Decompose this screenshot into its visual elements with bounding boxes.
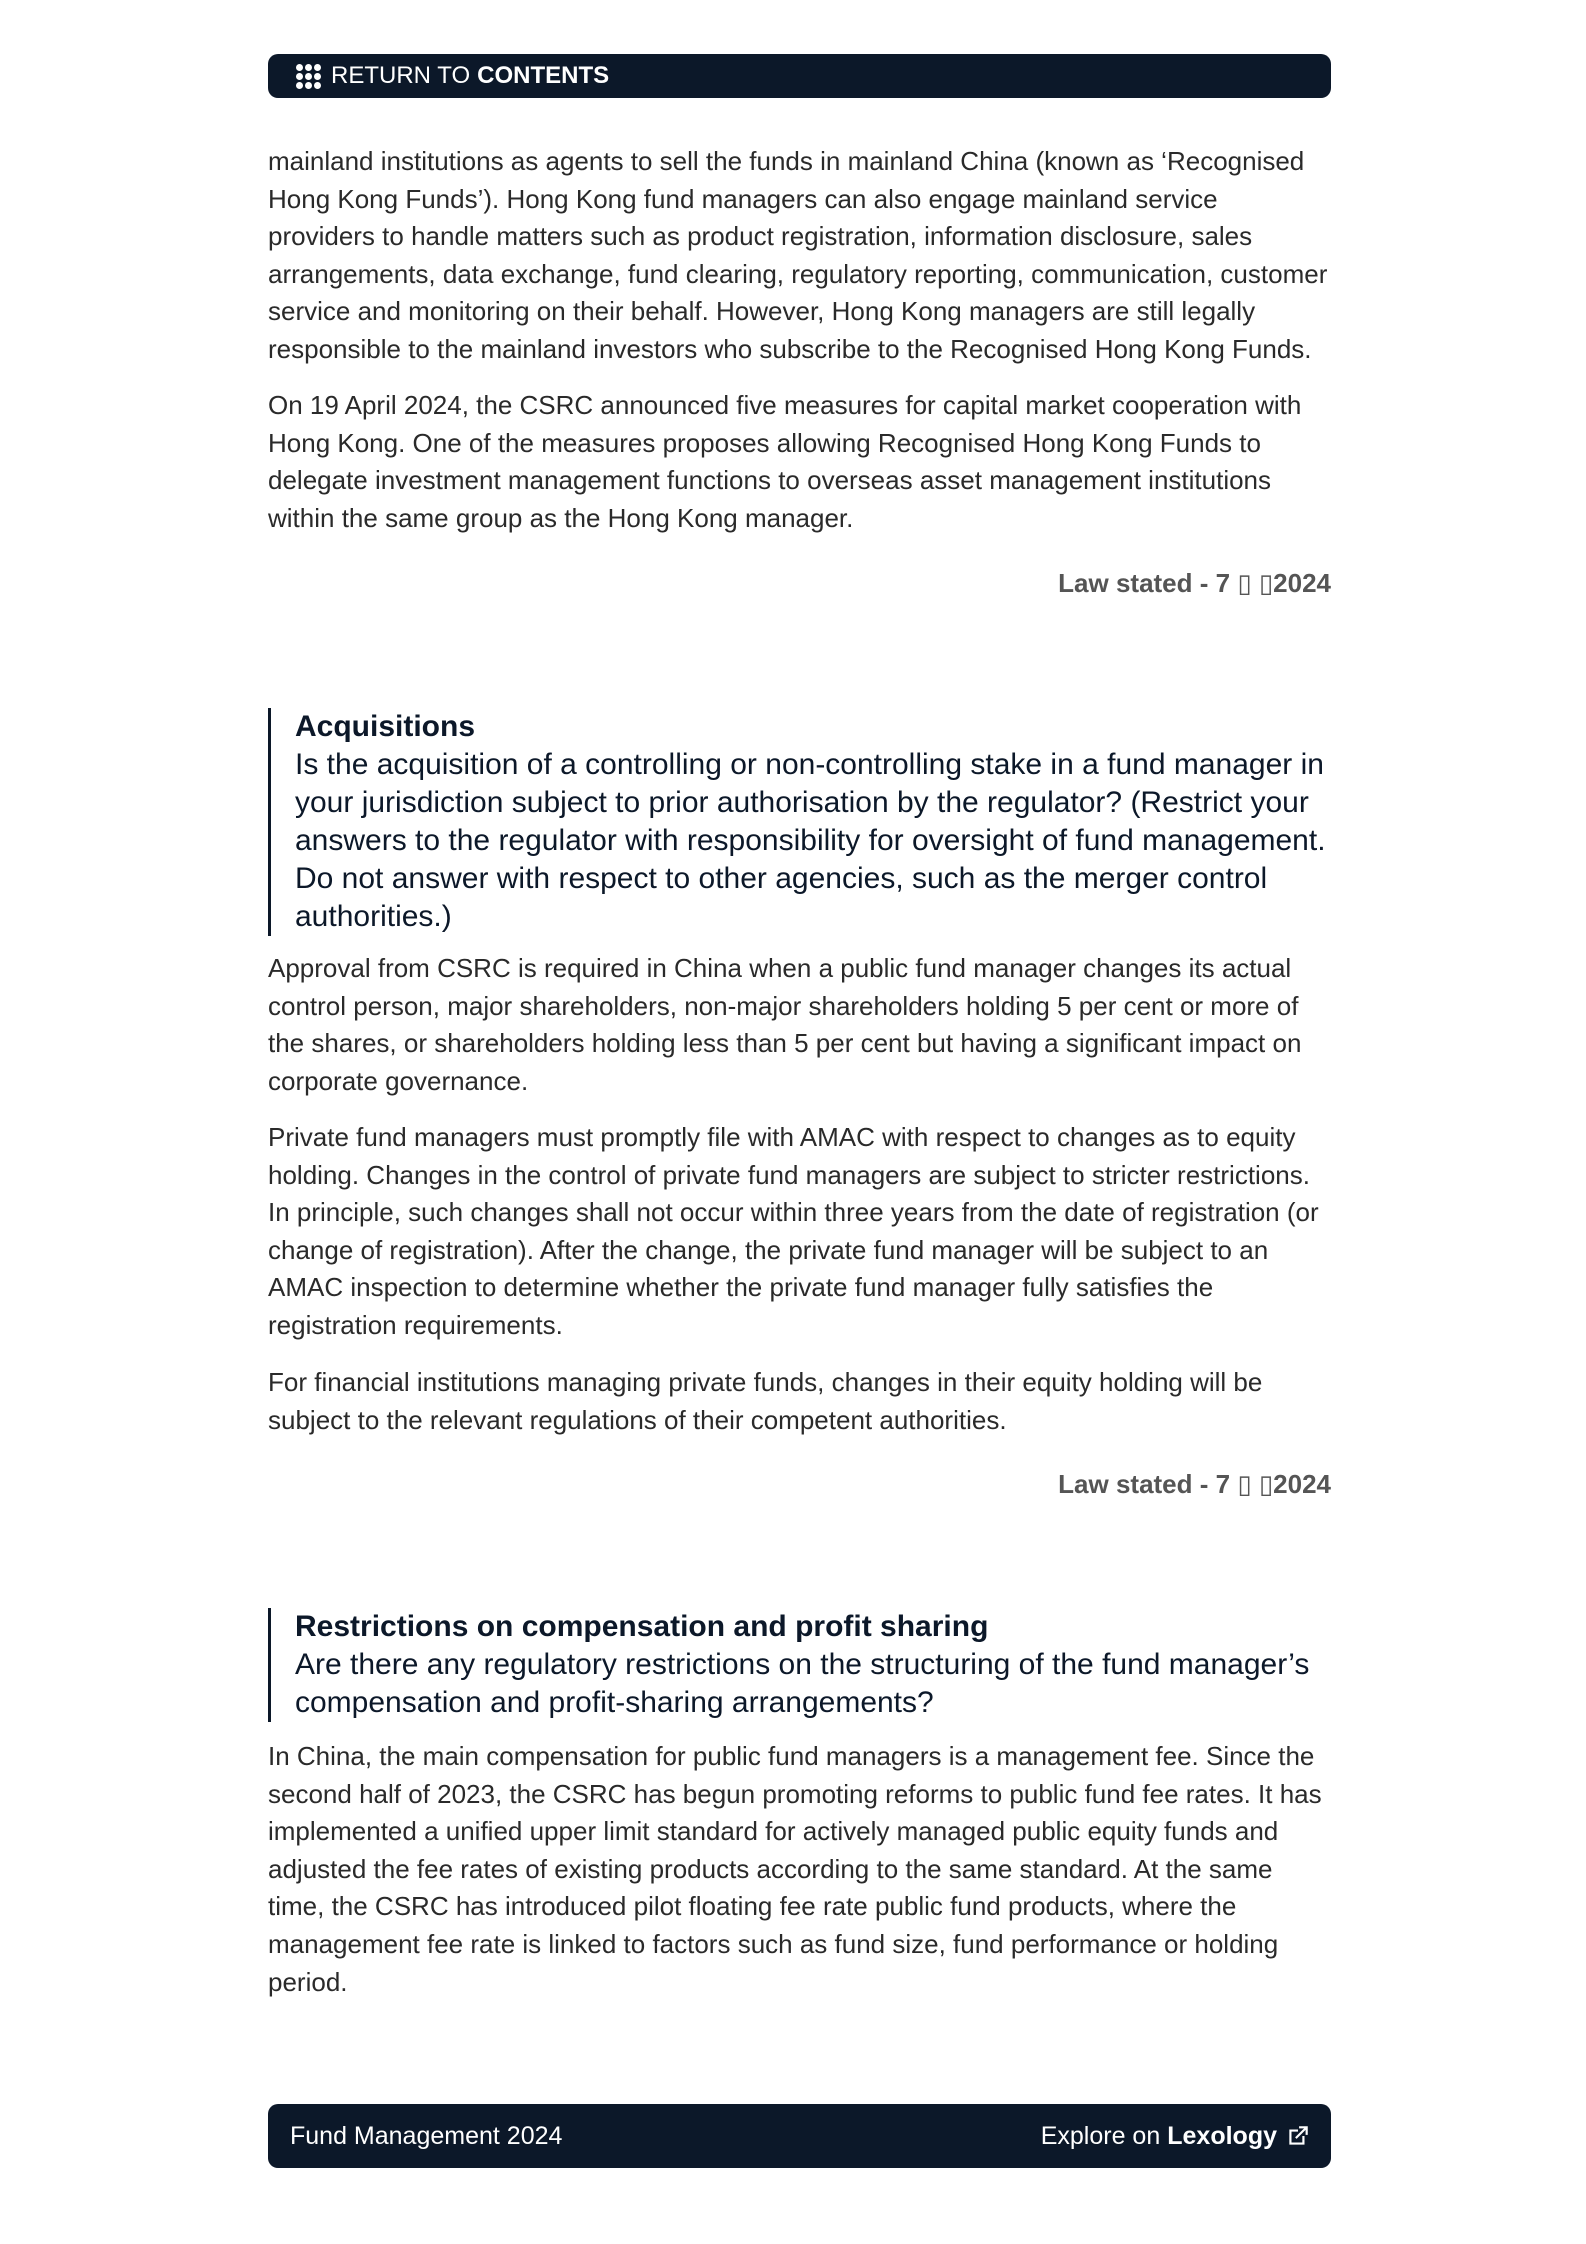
question-text: Are there any regulatory restrictions on the structuring of the fund manager’s compensation and profit-sharing arrangements? [295, 1648, 1310, 1719]
paragraph: mainland institutions as agents to sell the funds in mainland China (known as ‘Recognised Hong Kong Funds’). Hong Kong fund managers can also engage mainland service providers to handle matters such as product registration, information disclosure, sales arrangements, data exchange, fund clearing, regulatory reporting, communication, customer service and monitoring on their behalf. However, Hong Kong managers are still legally responsible to the mainland investors who subscribe to the Recognised Hong Kong Funds. [268, 146, 1328, 364]
return-to-contents-button[interactable] [268, 54, 1331, 98]
paragraph: Private fund managers must promptly file with AMAC with respect to changes as to equity holding. Changes in the control of private fund managers are subject to stricter restrictions. In principle, such changes shall not occur within three years from the date of registration (or change of registration). After the change, the private fund manager will be subject to an AMAC inspection to determine whether the private fund manager fully satisfies the registration requirements. [268, 1122, 1319, 1340]
question-title: Acquisitions [295, 710, 476, 743]
paragraph: On 19 April 2024, the CSRC announced five measures for capital market cooperation with Hong Kong. One of the measures proposes allowing Recognised Hong Kong Funds to delegate investment management functions to overseas asset management institutions within the same group as the Hong Kong manager. [268, 390, 1302, 533]
paragraph: In China, the main compensation for public fund managers is a management fee. Since the second half of 2023, the CSRC has begun promoting reforms to public fund fee rates. It has implemented a unified upper limit standard for actively managed public equity funds and adjusted the fee rates of existing products according to the same standard. At the same time, the CSRC has introduced pilot floating fee rate public fund products, where the management fee rate is linked to factors such as fund size, fund performance or holding period. [268, 1741, 1322, 1997]
footer-bar [268, 2104, 1331, 2168]
grid-icon [296, 64, 321, 89]
paragraph: Approval from CSRC is required in China when a public fund manager changes its actual control person, major shareholders, non-major shareholders holding 5 per cent or more of the shares, or shareholders holding less than 5 per cent but having a significant impact on corporate governance. [268, 953, 1302, 1096]
external-link-icon [1285, 2123, 1311, 2149]
question-block [268, 708, 1331, 936]
question-block [268, 1608, 1331, 1722]
brand-label: Lexology [1167, 2121, 1277, 2150]
return-to-label: RETURN TO [331, 62, 471, 89]
contents-label: CONTENTS [477, 62, 610, 89]
question-text: Is the acquisition of a controlling or non-controlling stake in a fund manager in your jurisdiction subject to prior authorisation by the regulator? (Restrict your answers to the regulator with responsibility for oversight of fund management. Do not answer with respect to other agencies, such as the merger control authorities.) [295, 748, 1326, 933]
law-stated-date: Law stated - 7 ▯ ▯2024 [1058, 568, 1331, 598]
law-stated-date: Law stated - 7 ▯ ▯2024 [1058, 1469, 1331, 1499]
paragraph: For financial institutions managing private funds, changes in their equity holding will be subject to the relevant regulations of their competent authorities. [268, 1367, 1263, 1435]
explore-on-lexology-link[interactable] [1041, 2122, 1311, 2151]
question-title: Restrictions on compensation and profit sharing [295, 1610, 989, 1643]
publication-title: Fund Management 2024 [290, 2121, 563, 2150]
explore-label: Explore on [1040, 2121, 1161, 2150]
